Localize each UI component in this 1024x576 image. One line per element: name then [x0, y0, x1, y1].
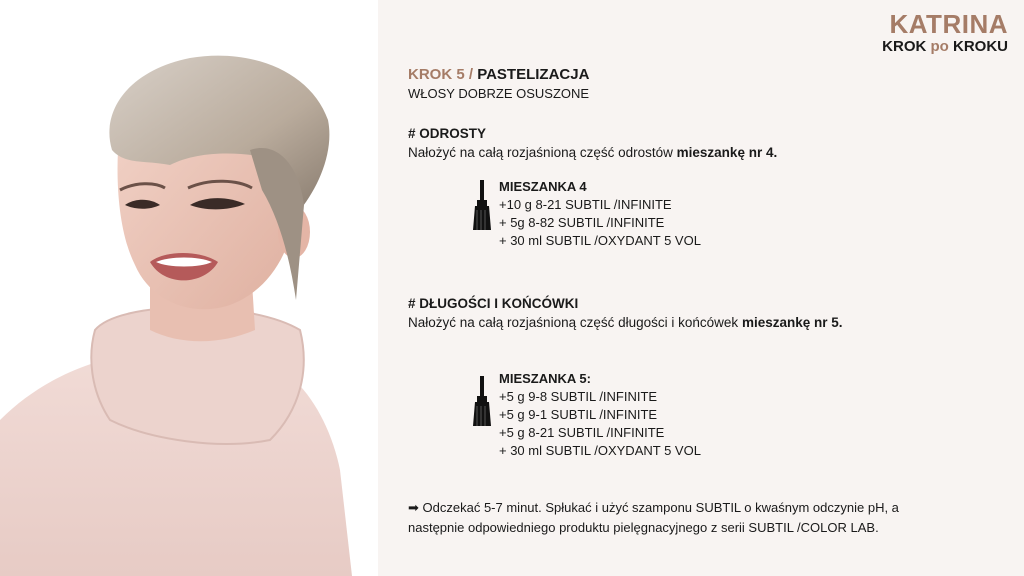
mix-4-line: +10 g 8-21 SUBTIL /INFINITE: [499, 197, 672, 212]
mix-5-line: +5 g 8-21 SUBTIL /INFINITE: [499, 425, 665, 440]
mix-4: [499, 178, 701, 250]
brand-logo: [882, 10, 1008, 56]
mix-4-line: + 5g 8-82 SUBTIL /INFINITE: [499, 215, 665, 230]
brand-subtitle: KROK po KROKU: [882, 38, 1008, 55]
mix-4-line: + 30 ml SUBTIL /OXYDANT 5 VOL: [499, 233, 701, 248]
mix-5-title: MIESZANKA 5:: [499, 371, 591, 386]
mix-4-title: MIESZANKA 4: [499, 179, 587, 194]
mix-5-line: +5 g 9-8 SUBTIL /INFINITE: [499, 389, 658, 404]
mix-5-line: + 30 ml SUBTIL /OXYDANT 5 VOL: [499, 443, 701, 458]
step-title: PASTELIZACJA: [477, 66, 590, 83]
step-label: KROK 5 /: [408, 66, 474, 83]
final-note: [408, 498, 899, 538]
mix-5-line: +5 g 9-1 SUBTIL /INFINITE: [499, 407, 658, 422]
arrow-right-icon: ➡: [408, 500, 419, 515]
section-roots-title: # ODROSTY: [408, 126, 487, 141]
section-lengths-title: # DŁUGOŚCI I KOŃCÓWKI: [408, 296, 579, 311]
model-illustration: [0, 0, 378, 576]
final-note-line1: ➡ Odczekać 5-7 minut. Spłukać i użyć szamponu SUBTIL o kwaśnym odczynie pH, a: [408, 500, 899, 515]
model-photo: [0, 0, 378, 576]
brand-name: KATRINA: [889, 9, 1008, 39]
brush-icon: [470, 376, 494, 428]
step-heading: [408, 66, 589, 83]
mix-5: [499, 370, 701, 460]
section-roots-text: Nałożyć na całą rozjaśnioną część odrostów mieszankę nr 4.: [408, 145, 778, 160]
section-lengths-text: Nałożyć na całą rozjaśnioną część długości i końcówek mieszankę nr 5.: [408, 315, 843, 330]
brush-icon: [470, 180, 494, 232]
final-note-line2: następnie odpowiedniego produktu pielęgnacyjnego z serii SUBTIL /COLOR LAB.: [408, 520, 879, 535]
step-subtitle: WŁOSY DOBRZE OSUSZONE: [408, 86, 590, 101]
instruction-panel: [378, 0, 1024, 576]
